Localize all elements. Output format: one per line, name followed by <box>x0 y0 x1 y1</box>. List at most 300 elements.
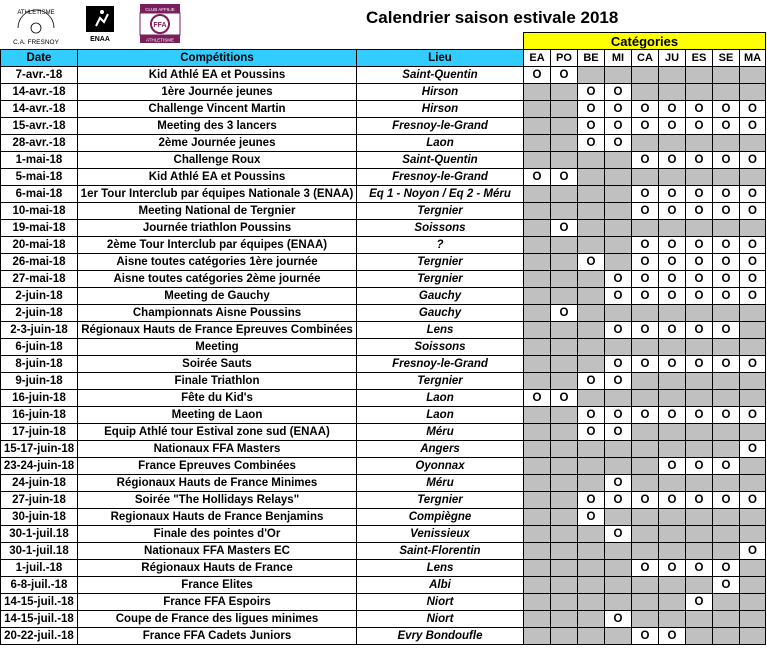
category-ca-cell <box>632 339 659 356</box>
category-ma-cell <box>740 305 766 322</box>
category-po-cell <box>551 254 578 271</box>
date-cell: 15-17-juin-18 <box>1 441 78 458</box>
competition-cell: Kid Athlé EA et Poussins <box>78 169 357 186</box>
competition-cell: Soirée Sauts <box>78 356 357 373</box>
category-ca-cell <box>632 611 659 628</box>
lieu-cell: Tergnier <box>357 271 524 288</box>
category-es-cell <box>686 441 713 458</box>
category-ju-cell: O <box>659 356 686 373</box>
category-mi-cell <box>605 152 632 169</box>
lieu-cell: Fresnoy-le-Grand <box>357 118 524 135</box>
category-po-cell <box>551 356 578 373</box>
category-be-cell <box>578 237 605 254</box>
category-ea-cell <box>524 322 551 339</box>
category-se-cell: O <box>713 458 740 475</box>
category-be-cell <box>578 526 605 543</box>
category-ea-header: EA <box>524 50 551 67</box>
category-be-cell: O <box>578 509 605 526</box>
lieu-cell: ? <box>357 237 524 254</box>
category-ca-cell <box>632 373 659 390</box>
category-se-cell: O <box>713 577 740 594</box>
category-es-cell <box>686 526 713 543</box>
category-ma-cell <box>740 339 766 356</box>
category-ma-cell: O <box>740 356 766 373</box>
date-cell: 14-avr.-18 <box>1 101 78 118</box>
category-ma-cell: O <box>740 186 766 203</box>
category-po-header: PO <box>551 50 578 67</box>
category-es-header: ES <box>686 50 713 67</box>
lieu-cell: Saint-Quentin <box>357 67 524 84</box>
category-po-cell <box>551 611 578 628</box>
date-cell: 6-8-juil.-18 <box>1 577 78 594</box>
category-se-cell <box>713 67 740 84</box>
lieu-cell: Soissons <box>357 220 524 237</box>
lieu-cell: Lens <box>357 322 524 339</box>
category-be-cell <box>578 577 605 594</box>
category-se-header: SE <box>713 50 740 67</box>
category-ma-cell: O <box>740 441 766 458</box>
category-se-cell <box>713 220 740 237</box>
lieu-cell: Soissons <box>357 339 524 356</box>
lieu-cell: Niort <box>357 611 524 628</box>
category-mi-cell: O <box>605 322 632 339</box>
category-es-cell: O <box>686 492 713 509</box>
category-ju-cell <box>659 543 686 560</box>
competition-cell: Fête du Kid's <box>78 390 357 407</box>
category-po-cell <box>551 424 578 441</box>
category-ca-cell <box>632 220 659 237</box>
lieu-cell: Méru <box>357 475 524 492</box>
category-ca-cell <box>632 543 659 560</box>
category-be-cell: O <box>578 84 605 101</box>
category-ea-cell <box>524 594 551 611</box>
category-mi-cell <box>605 577 632 594</box>
category-es-cell <box>686 67 713 84</box>
category-po-cell <box>551 594 578 611</box>
category-ju-cell <box>659 611 686 628</box>
category-se-cell <box>713 509 740 526</box>
category-mi-cell <box>605 169 632 186</box>
category-se-cell: O <box>713 101 740 118</box>
competition-cell: Finale Triathlon <box>78 373 357 390</box>
category-mi-cell: O <box>605 492 632 509</box>
category-ea-cell <box>524 271 551 288</box>
category-ca-cell <box>632 594 659 611</box>
category-ea-cell <box>524 254 551 271</box>
category-mi-cell: O <box>605 407 632 424</box>
competition-column-header: Compétitions <box>78 50 357 67</box>
date-cell: 5-mai-18 <box>1 169 78 186</box>
table-row <box>1 271 766 288</box>
category-ma-cell: O <box>740 288 766 305</box>
category-mi-cell <box>605 67 632 84</box>
category-ju-cell <box>659 424 686 441</box>
date-cell: 20-22-juil.-18 <box>1 628 78 645</box>
competition-cell: Nationaux FFA Masters <box>78 441 357 458</box>
category-se-cell <box>713 135 740 152</box>
category-mi-cell <box>605 203 632 220</box>
category-po-cell <box>551 288 578 305</box>
category-mi-cell: O <box>605 84 632 101</box>
date-cell: 6-mai-18 <box>1 186 78 203</box>
category-po-cell <box>551 101 578 118</box>
category-ma-cell: O <box>740 492 766 509</box>
category-ea-cell <box>524 373 551 390</box>
category-ma-cell <box>740 67 766 84</box>
competition-cell: Meeting de Gauchy <box>78 288 357 305</box>
category-ca-cell: O <box>632 254 659 271</box>
category-se-cell <box>713 84 740 101</box>
table-row <box>1 237 766 254</box>
category-se-cell <box>713 594 740 611</box>
category-es-cell <box>686 390 713 407</box>
category-ma-cell <box>740 390 766 407</box>
table-row <box>1 152 766 169</box>
category-ca-cell <box>632 84 659 101</box>
lieu-cell: Niort <box>357 594 524 611</box>
category-ea-cell <box>524 220 551 237</box>
category-es-cell: O <box>686 254 713 271</box>
competition-cell: Meeting National de Tergnier <box>78 203 357 220</box>
category-mi-cell <box>605 339 632 356</box>
calendar-table <box>0 32 766 645</box>
table-row <box>1 67 766 84</box>
category-se-cell: O <box>713 492 740 509</box>
date-cell: 16-juin-18 <box>1 407 78 424</box>
category-mi-cell <box>605 594 632 611</box>
category-be-cell <box>578 543 605 560</box>
lieu-cell: Fresnoy-le-Grand <box>357 356 524 373</box>
category-ea-cell <box>524 288 551 305</box>
table-row <box>1 441 766 458</box>
lieu-cell: Gauchy <box>357 305 524 322</box>
lieu-cell: Saint-Quentin <box>357 152 524 169</box>
category-mi-cell <box>605 305 632 322</box>
category-es-cell: O <box>686 203 713 220</box>
category-po-cell <box>551 475 578 492</box>
category-ma-cell <box>740 611 766 628</box>
category-es-cell <box>686 169 713 186</box>
competition-cell: 1ère Journée jeunes <box>78 84 357 101</box>
category-es-cell <box>686 84 713 101</box>
table-row <box>1 339 766 356</box>
category-ea-cell <box>524 424 551 441</box>
category-po-cell <box>551 628 578 645</box>
category-se-cell: O <box>713 288 740 305</box>
competition-cell: Meeting <box>78 339 357 356</box>
competition-cell: Soirée "The Hollidays Relays" <box>78 492 357 509</box>
category-se-cell <box>713 390 740 407</box>
club-logo-bottom-text: C.A. FRESNOY <box>13 39 59 46</box>
category-ju-cell <box>659 339 686 356</box>
category-po-cell: O <box>551 305 578 322</box>
category-ju-cell: O <box>659 458 686 475</box>
date-cell: 2-juin-18 <box>1 288 78 305</box>
category-ea-cell <box>524 356 551 373</box>
category-be-cell <box>578 186 605 203</box>
date-cell: 2-3-juin-18 <box>1 322 78 339</box>
category-ju-cell <box>659 577 686 594</box>
table-row <box>1 373 766 390</box>
category-be-cell <box>578 339 605 356</box>
categories-header: Catégories <box>524 33 766 50</box>
table-row <box>1 560 766 577</box>
date-cell: 7-avr.-18 <box>1 67 78 84</box>
category-ju-cell: O <box>659 492 686 509</box>
table-row <box>1 611 766 628</box>
lieu-cell: Laon <box>357 407 524 424</box>
category-be-cell <box>578 203 605 220</box>
category-ma-cell: O <box>740 118 766 135</box>
lieu-cell: Hirson <box>357 101 524 118</box>
competition-cell: Aisne toutes catégories 2ème journée <box>78 271 357 288</box>
category-mi-cell <box>605 390 632 407</box>
category-se-cell <box>713 611 740 628</box>
lieu-cell: Laon <box>357 390 524 407</box>
category-ma-cell: O <box>740 254 766 271</box>
competition-cell: France FFA Espoirs <box>78 594 357 611</box>
category-po-cell <box>551 458 578 475</box>
category-ju-cell <box>659 594 686 611</box>
table-row <box>1 492 766 509</box>
category-es-cell <box>686 475 713 492</box>
category-ea-cell <box>524 118 551 135</box>
category-se-cell <box>713 475 740 492</box>
category-se-cell <box>713 543 740 560</box>
category-ju-cell <box>659 84 686 101</box>
competition-cell: Régionaux Hauts de France <box>78 560 357 577</box>
competition-cell: Régionaux Hauts de France Epreuves Combinées <box>78 322 357 339</box>
category-ma-cell: O <box>740 407 766 424</box>
category-mi-cell: O <box>605 526 632 543</box>
category-mi-cell <box>605 237 632 254</box>
category-ca-cell: O <box>632 152 659 169</box>
category-se-cell <box>713 339 740 356</box>
lieu-cell: Tergnier <box>357 203 524 220</box>
category-se-cell <box>713 628 740 645</box>
table-row <box>1 220 766 237</box>
category-be-cell <box>578 594 605 611</box>
category-ea-cell <box>524 526 551 543</box>
category-ma-cell <box>740 509 766 526</box>
category-ju-cell: O <box>659 186 686 203</box>
date-cell: 14-15-juil.-18 <box>1 594 78 611</box>
date-cell: 6-juin-18 <box>1 339 78 356</box>
category-po-cell <box>551 543 578 560</box>
category-es-cell <box>686 424 713 441</box>
category-po-cell: O <box>551 169 578 186</box>
category-mi-cell <box>605 628 632 645</box>
category-ea-cell <box>524 475 551 492</box>
category-be-cell: O <box>578 424 605 441</box>
category-ma-cell <box>740 84 766 101</box>
date-cell: 10-mai-18 <box>1 203 78 220</box>
category-ma-cell <box>740 322 766 339</box>
date-cell: 15-avr.-18 <box>1 118 78 135</box>
category-se-cell <box>713 305 740 322</box>
category-se-cell <box>713 373 740 390</box>
category-po-cell <box>551 322 578 339</box>
category-po-cell: O <box>551 390 578 407</box>
competition-cell: Meeting de Laon <box>78 407 357 424</box>
category-ma-cell <box>740 628 766 645</box>
category-ju-cell <box>659 169 686 186</box>
category-ea-cell <box>524 135 551 152</box>
table-row <box>1 577 766 594</box>
category-se-cell: O <box>713 271 740 288</box>
date-cell: 19-mai-18 <box>1 220 78 237</box>
category-be-cell <box>578 560 605 577</box>
category-ca-cell: O <box>632 237 659 254</box>
category-es-cell: O <box>686 271 713 288</box>
category-ju-cell: O <box>659 203 686 220</box>
table-row <box>1 628 766 645</box>
category-ju-cell: O <box>659 118 686 135</box>
category-se-cell <box>713 441 740 458</box>
category-se-cell: O <box>713 186 740 203</box>
competition-cell: Régionaux Hauts de France Minimes <box>78 475 357 492</box>
category-ea-cell <box>524 611 551 628</box>
date-cell: 14-15-juil.-18 <box>1 611 78 628</box>
category-be-cell <box>578 458 605 475</box>
category-ca-cell: O <box>632 186 659 203</box>
table-row <box>1 543 766 560</box>
category-ea-cell <box>524 543 551 560</box>
category-ca-cell <box>632 424 659 441</box>
category-ma-cell: O <box>740 271 766 288</box>
category-se-cell <box>713 526 740 543</box>
category-ma-cell <box>740 475 766 492</box>
category-mi-cell <box>605 441 632 458</box>
category-ju-cell <box>659 305 686 322</box>
category-mi-cell <box>605 220 632 237</box>
category-ma-cell <box>740 577 766 594</box>
table-row <box>1 526 766 543</box>
table-row <box>1 101 766 118</box>
category-mi-cell: O <box>605 288 632 305</box>
lieu-cell: Evry Bondoufle <box>357 628 524 645</box>
category-ea-cell <box>524 186 551 203</box>
lieu-cell: Méru <box>357 424 524 441</box>
category-ca-cell: O <box>632 407 659 424</box>
category-be-cell <box>578 322 605 339</box>
category-ma-cell <box>740 526 766 543</box>
category-be-cell <box>578 441 605 458</box>
category-es-cell <box>686 373 713 390</box>
category-ca-cell <box>632 441 659 458</box>
category-ju-cell <box>659 390 686 407</box>
table-row <box>1 594 766 611</box>
competition-cell: 2ème Journée jeunes <box>78 135 357 152</box>
category-es-cell <box>686 628 713 645</box>
table-row <box>1 203 766 220</box>
category-be-cell: O <box>578 373 605 390</box>
category-ca-cell: O <box>632 560 659 577</box>
category-ea-cell <box>524 84 551 101</box>
lieu-cell: Angers <box>357 441 524 458</box>
date-cell: 30-1-juil.18 <box>1 543 78 560</box>
category-ea-cell <box>524 628 551 645</box>
category-ma-cell <box>740 458 766 475</box>
category-po-cell <box>551 203 578 220</box>
category-ju-cell: O <box>659 288 686 305</box>
competition-cell: Challenge Roux <box>78 152 357 169</box>
table-row <box>1 305 766 322</box>
competition-cell: Coupe de France des ligues minimes <box>78 611 357 628</box>
category-be-cell <box>578 628 605 645</box>
category-se-cell <box>713 424 740 441</box>
category-ea-cell <box>524 441 551 458</box>
category-ea-cell <box>524 339 551 356</box>
category-ju-cell: O <box>659 628 686 645</box>
category-mi-cell <box>605 509 632 526</box>
category-ma-cell: O <box>740 152 766 169</box>
category-ma-cell <box>740 169 766 186</box>
lieu-cell: Hirson <box>357 84 524 101</box>
competition-cell: Nationaux FFA Masters EC <box>78 543 357 560</box>
category-ma-cell <box>740 373 766 390</box>
competition-cell: Journée triathlon Poussins <box>78 220 357 237</box>
table-row <box>1 390 766 407</box>
competition-cell: France FFA Cadets Juniors <box>78 628 357 645</box>
lieu-cell: Eq 1 - Noyon / Eq 2 - Méru <box>357 186 524 203</box>
category-es-cell <box>686 509 713 526</box>
category-po-cell <box>551 509 578 526</box>
category-ju-cell <box>659 373 686 390</box>
category-es-cell: O <box>686 356 713 373</box>
category-ca-cell <box>632 509 659 526</box>
category-ju-cell: O <box>659 322 686 339</box>
category-es-cell: O <box>686 407 713 424</box>
category-po-cell <box>551 441 578 458</box>
category-mi-cell: O <box>605 118 632 135</box>
category-po-cell <box>551 526 578 543</box>
lieu-cell: Albi <box>357 577 524 594</box>
category-ju-cell <box>659 441 686 458</box>
category-be-cell: O <box>578 492 605 509</box>
category-be-cell: O <box>578 135 605 152</box>
category-ca-cell: O <box>632 271 659 288</box>
category-ma-cell <box>740 220 766 237</box>
category-ma-cell <box>740 560 766 577</box>
competition-cell: Championnats Aisne Poussins <box>78 305 357 322</box>
category-ca-cell <box>632 135 659 152</box>
date-cell: 2-juin-18 <box>1 305 78 322</box>
competition-cell: 2ème Tour Interclub par équipes (ENAA) <box>78 237 357 254</box>
category-be-cell <box>578 475 605 492</box>
category-po-cell <box>551 135 578 152</box>
category-se-cell: O <box>713 237 740 254</box>
category-ea-cell <box>524 509 551 526</box>
category-ca-cell: O <box>632 288 659 305</box>
category-es-cell <box>686 543 713 560</box>
category-se-cell: O <box>713 322 740 339</box>
lieu-cell: Tergnier <box>357 373 524 390</box>
lieu-cell: Tergnier <box>357 492 524 509</box>
date-cell: 24-juin-18 <box>1 475 78 492</box>
ffa-logo-mid-text: FFA <box>153 22 167 29</box>
category-ca-cell: O <box>632 628 659 645</box>
category-po-cell <box>551 577 578 594</box>
lieu-column-header: Lieu <box>357 50 524 67</box>
category-po-cell <box>551 186 578 203</box>
date-column-header: Date <box>1 50 78 67</box>
table-row <box>1 322 766 339</box>
category-ca-cell: O <box>632 322 659 339</box>
category-be-cell: O <box>578 254 605 271</box>
date-cell: 26-mai-18 <box>1 254 78 271</box>
ffa-logo-bottom-text: ATHLETISME <box>146 37 174 43</box>
